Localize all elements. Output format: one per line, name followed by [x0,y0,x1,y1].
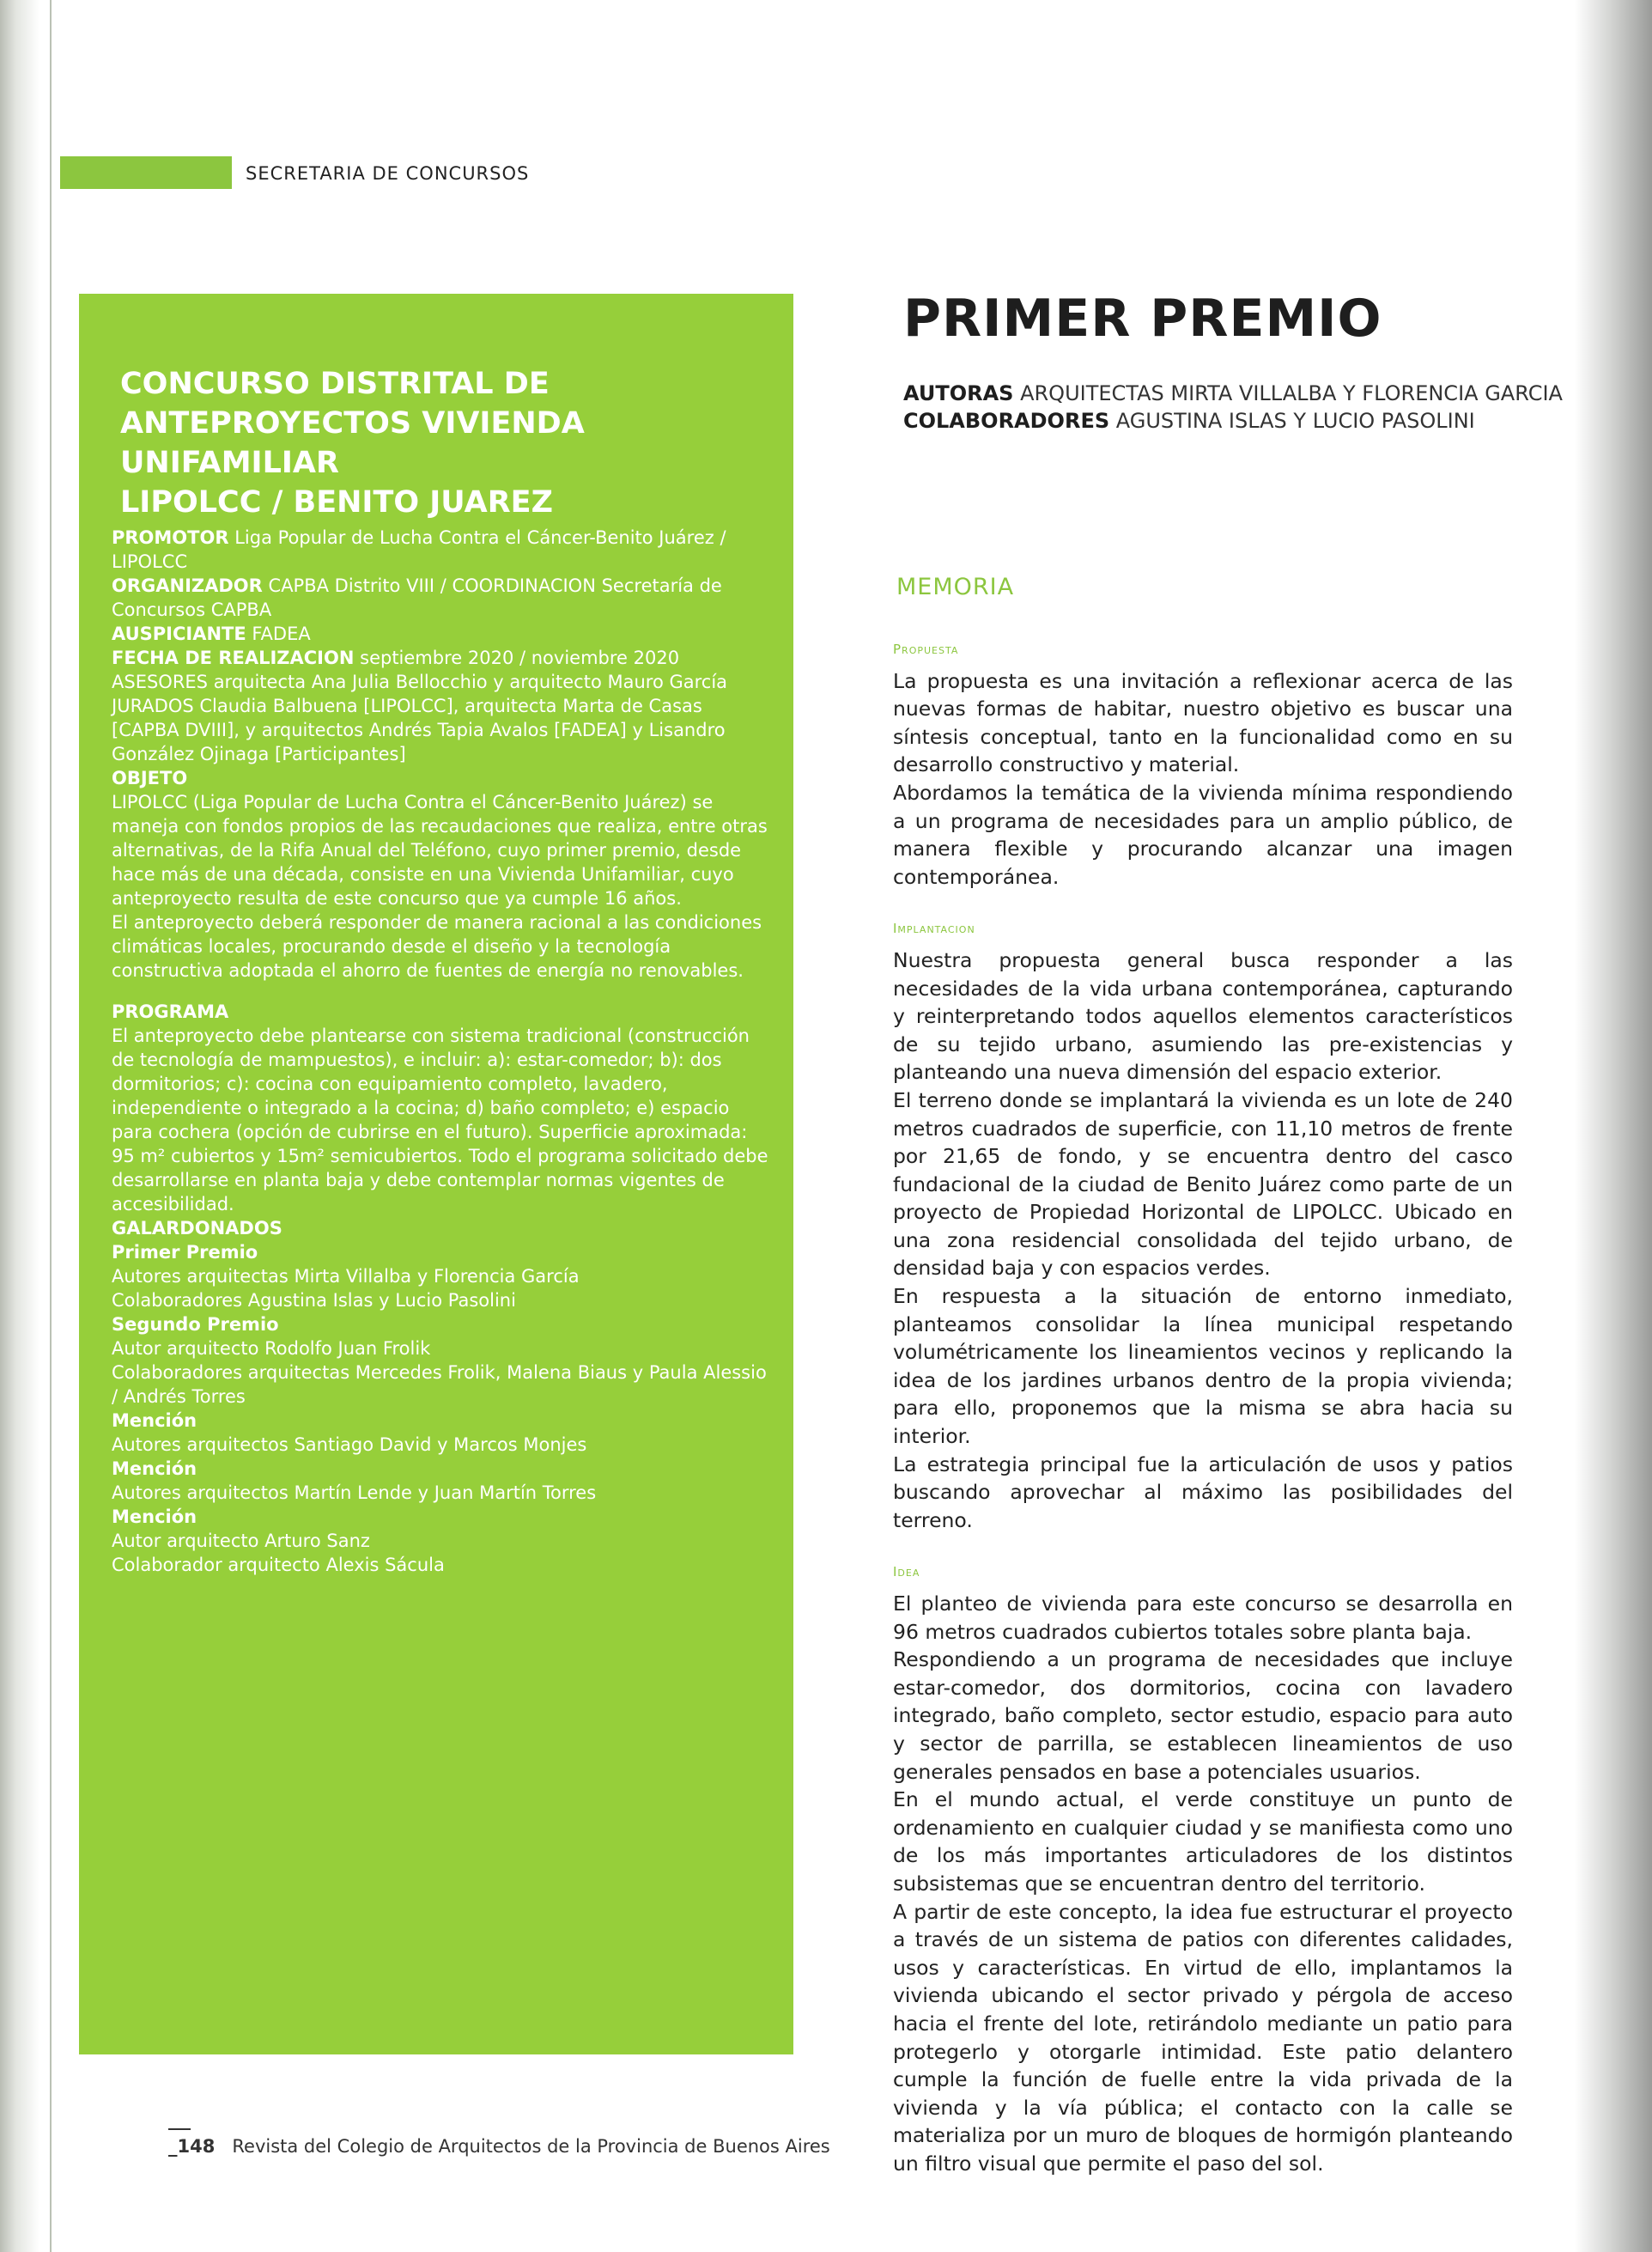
promotor-entry [112,526,773,574]
objeto-paragraph: El anteproyecto deberá responder de manera racional a las condiciones climáticas locales, procurando desde el diseño y la tecnología constructiva adoptada el ahorro de fuentes de energía no renovables. [112,912,762,981]
programa-heading: PROGRAMA [112,1001,229,1022]
body-paragraph: La propuesta es una invitación a reflexionar acerca de las nuevas formas de habitar, nuestro objetivo es buscar una síntesis conceptual, tanto en la funcionalidad como en su desarrollo constructivo y material. [893,668,1513,777]
title-line: LIPOLCC / BENITO JUAREZ [120,485,553,520]
body-paragraph: Nuestra propuesta general busca responder a las necesidades de la vida urbana contemporánea, capturando y reinterpretando todos aquellos elementos característicos de su tejido urbano, asumiendo las pre-existencias y planteando una nueva dimensión del espacio exterior. [893,947,1513,1085]
page-footer [168,2136,830,2157]
colaboradores-line [903,407,1563,435]
spacer [893,891,1513,915]
fecha-label: FECHA DE REALIZACION [112,648,355,668]
body-paragraph: El terreno donde se implantará la vivienda es un lote de 240 metros cuadrados de superficie, con 11,10 metros de frente por 21,65 de fondo, y se encuentra dentro del casco fundacional de la ciudad de Benito Juárez como parte de un proyecto de Propiedad Horizontal de LIPOLCC. Ubicado en una zona residencial consolidada del tejido urbano, de densidad baja y con espacios verdes. [893,1087,1513,1281]
promotor-label: PROMOTOR [112,527,229,548]
auspiciante-label: AUSPICIANTE [112,624,246,644]
body-paragraph: Abordamos la temática de la vivienda mínima respondiendo a un programa de necesidades para un amplio público, de manera flexible y procurando alcanzar una imagen contemporánea. [893,780,1513,889]
propuesta-subheading: Propuesta [893,642,959,657]
body-paragraph: En el mundo actual, el verde constituye un punto de ordenamiento en cualquier ciudad y se manifiesta como uno de los más importantes articuladores de los distintos subsistemas que se encuentran dentro del territorio. [893,1787,1513,1896]
competition-title [120,364,773,522]
award-line: Autores arquitectas Mirta Villalba y Florencia García [112,1266,580,1287]
award-title: Mención [112,1506,197,1527]
autoras-label: AUTORAS [903,381,1014,405]
award-line: Colaboradores arquitectas Mercedes Frolik, Malena Biaus y Paula Alessio / Andrés Torres [112,1362,767,1407]
jurados-entry: JURADOS Claudia Balbuena [LIPOLCC], arquitecta Marta de Casas [CAPBA DVIII], y arquitectos Andrés Tapia Avalos [FADEA] y Lisandro González Ojinaga [Participantes] [112,696,726,764]
award-title: Mención [112,1458,197,1479]
section-header: SECRETARIA DE CONCURSOS [246,163,530,184]
asesores-entry: ASESORES arquitecta Ana Julia Bellocchio y arquitecto Mauro García [112,672,728,692]
fecha-entry [112,646,773,670]
page-number: _148 [168,2136,216,2157]
programa-paragraph: El anteproyecto debe plantearse con sistema tradicional (construcción de tecnología de mampuestos), e incluir: a): estar-comedor; b): dos dormitorios; c): cocina con equipamiento completo, lavadero, independiente o integrado a la cocina; d) baño completo; e) espacio para cochera (opción de cubrirse en el futuro). Superficie aproximada: 95 m² cubiertos y 15m² semicubiertos. Todo el programa solicitado debe desarrollarse en planta baja y debe contemplar normas vigentes de accesibilidad. [112,1026,768,1214]
spacer [893,1534,1513,1558]
folio-mark [168,2128,191,2130]
memoria-text [893,636,1513,2177]
promotor-value: Liga Popular de Lucha Contra el Cáncer-Benito Juárez / LIPOLCC [112,527,726,572]
header-accent-bar [60,156,232,189]
award-line: Autores arquitectos Martín Lende y Juan Martín Torres [112,1482,597,1503]
galardonados-heading: GALARDONADOS [112,1218,282,1239]
auspiciante-value: FADEA [252,624,311,644]
idea-subheading: Idea [893,1564,920,1580]
award-line: Colaborador arquitecto Alexis Sácula [112,1555,445,1575]
publication-name: Revista del Colegio de Arquitectos de la Provincia de Buenos Aires [232,2136,830,2157]
body-paragraph: Respondiendo a un programa de necesidades que incluye estar-comedor, dos dormitorios, cocina con lavadero integrado, baño completo, sector estudio, espacio para auto y sector de parrilla, se establecen lineamientos de uso generales pensados en base a potenciales usuarios. [893,1647,1513,1784]
organizador-entry [112,574,773,622]
auspiciante-entry [112,622,773,646]
objeto-paragraph: LIPOLCC (Liga Popular de Lucha Contra el Cáncer-Benito Juárez) se maneja con fondos propios de las recaudaciones que realiza, entre otras alternativas, de la Rifa Anual del Teléfono, cuyo primer premio, desde hace más de una década, consiste en una Vivienda Unifamiliar, cuyo anteproyecto resulta de este concurso que ya cumple 16 años. [112,792,768,909]
spine-line [50,0,52,2252]
autoras-value: ARQUITECTAS MIRTA VILLALBA Y FLORENCIA GARCIA [1020,381,1563,405]
objeto-heading: OBJETO [112,768,188,788]
article-title: PRIMER PREMIO [903,289,1382,349]
award-line: Autores arquitectos Santiago David y Marcos Monjes [112,1434,587,1455]
competition-details [112,526,773,1577]
award-line: Autor arquitecto Rodolfo Juan Frolik [112,1338,431,1359]
award-title: Mención [112,1410,197,1431]
colaboradores-value: AGUSTINA ISLAS Y LUCIO PASOLINI [1115,409,1475,433]
organizador-label: ORGANIZADOR [112,575,263,596]
competition-info-panel [79,294,793,2054]
organizador-value: CAPBA Distrito VIII / COORDINACION Secretaría de Concursos CAPBA [112,575,722,620]
colaboradores-label: COLABORADORES [903,409,1110,433]
award-line: Autor arquitecto Arturo Sanz [112,1531,370,1551]
implantacion-subheading: Implantacion [893,921,975,937]
title-line: CONCURSO DISTRITAL DE [120,367,550,401]
award-line: Colaboradores Agustina Islas y Lucio Pasolini [112,1290,516,1311]
autoras-line [903,380,1563,407]
body-paragraph: La estrategia principal fue la articulación de usos y patios buscando aprovechar al máximo las posibilidades del terreno. [893,1452,1513,1532]
body-paragraph: El planteo de vivienda para este concurso se desarrolla en 96 metros cuadrados cubiertos totales sobre planta baja. [893,1592,1513,1644]
award-title: Segundo Premio [112,1314,279,1335]
title-line: ANTEPROYECTOS VIVIENDA UNIFAMILIAR [120,406,585,480]
page-edge-shadow [1575,0,1652,2252]
fecha-value: septiembre 2020 / noviembre 2020 [360,648,680,668]
article-credits [903,380,1563,435]
body-paragraph: En respuesta a la situación de entorno inmediato, planteamos consolidar la línea municipal respetando volumétricamente los lineamientos vecinos y replicando la idea de los jardines urbanos dentro de la propia vivienda; para ello, proponemos que la misma se abra hacia su interior. [893,1284,1513,1449]
award-title: Primer Premio [112,1242,258,1263]
body-paragraph: A partir de este concepto, la idea fue estructurar el proyecto a través de un sistema de patios con diferentes calidades, usos y características. En virtud de ello, implantamos la vivienda ubicando el sector privado y pérgola de acceso hacia el frente del lote, retirándolo mediante un patio para protegerlo y otorgarle intimidad. Este patio delantero cumple la función de fuelle entre la vida privada de la vivienda y la vía pública; el contacto con la calle se materializa por un muro de bloques de hormigón planteando un filtro visual que permite el paso del sol. [893,1899,1513,2176]
page-gutter-shadow [0,0,39,2252]
memoria-heading: MEMORIA [896,574,1015,600]
